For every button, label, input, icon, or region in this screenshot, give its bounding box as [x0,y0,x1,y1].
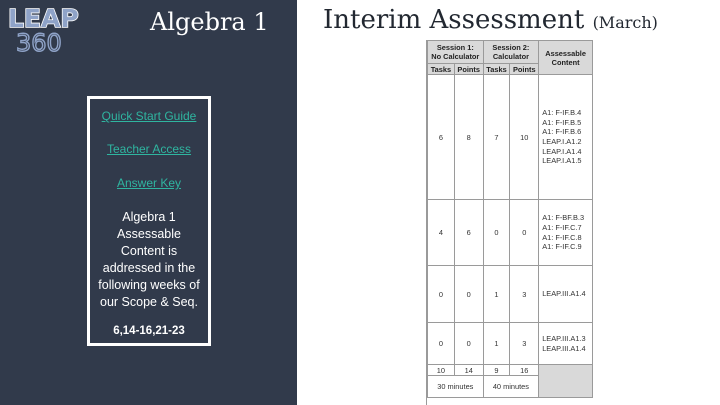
empty-grey-cell [539,365,593,398]
assessment-table [427,40,593,398]
table-cell: 6 [428,75,455,200]
content-cell: LEAP.III.A1.3 LEAP.III.A1.4 [539,323,593,365]
table-cell: 0 [483,200,510,266]
teacher-access-link[interactable]: Teacher Access [106,142,192,156]
table-cell: 0 [428,266,455,323]
table-cell: 1 [483,266,510,323]
assessable-content-description: Algebra 1 Assessable Content is addressed in the following weeks of our Scope & Seq. [98,210,200,309]
sidebar [0,0,297,405]
table-cell: 3 [510,266,539,323]
table-cell: 4 [428,200,455,266]
session1-header: Session 1: No Calculator [428,41,484,64]
table-cell: 1 [483,323,510,365]
table-cell: 6 [454,200,483,266]
sub-header: Points [454,64,483,75]
svg-text:LEAP: LEAP [8,4,79,33]
content-header: Assessable Content [539,41,593,75]
table-cell: 0 [428,323,455,365]
table-cell: 0 [454,323,483,365]
total-cell: 9 [483,365,510,376]
table-cell: 7 [483,75,510,200]
page-subtitle: (March) [592,13,658,32]
page-title [323,5,658,35]
scope-weeks: 6,14-16,21-23 [113,325,185,337]
resources-panel [87,96,211,346]
total-cell: 14 [454,365,483,376]
table-row [428,323,593,365]
page-title-text: Interim Assessment [323,5,585,35]
table-cell: 8 [454,75,483,200]
content-cell: A1: F-BF.B.3 A1: F-IF.C.7 A1: F-IF.C.8 A1: F-IF.C.9 [539,200,593,266]
sidebar-title: Algebra 1 [150,8,269,36]
total-cell: 16 [510,365,539,376]
svg-text:360: 360 [16,29,62,56]
content-cell: A1: F-IF.B.4 A1: F-IF.B.5 A1: F-IF.B.6 LEAP.I.A1.2 LEAP.I.A1.4 LEAP.I.A1.5 [539,75,593,200]
table-cell: 3 [510,323,539,365]
sub-header: Points [510,64,539,75]
sub-header: Tasks [428,64,455,75]
table-row [428,266,593,323]
assessment-table-image [426,40,593,405]
totals-row [428,365,593,376]
sub-header: Tasks [483,64,510,75]
content-cell: LEAP.III.A1.4 [539,266,593,323]
table-cell: 0 [510,200,539,266]
session2-header: Session 2: Calculator [483,41,539,64]
table-row [428,200,593,266]
answer-key-link[interactable]: Answer Key [116,176,182,190]
total-cell: 10 [428,365,455,376]
quick-start-guide-link[interactable]: Quick Start Guide [101,109,197,123]
table-cell: 10 [510,75,539,200]
session2-time: 40 minutes [483,376,539,398]
session1-time: 30 minutes [428,376,484,398]
table-cell: 0 [454,266,483,323]
leap360-logo [6,4,101,56]
table-row [428,75,593,200]
